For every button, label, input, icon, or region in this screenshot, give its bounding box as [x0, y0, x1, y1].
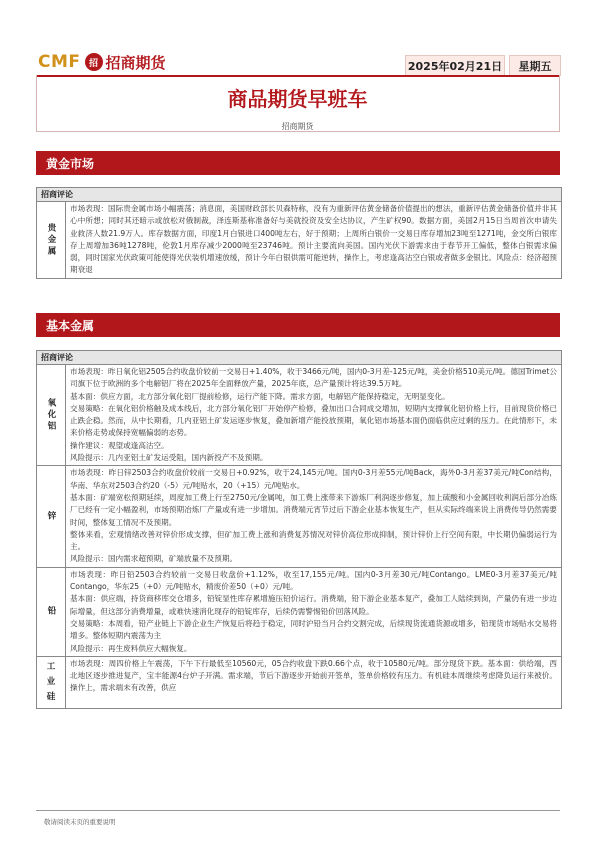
paragraph: 操作建议：观望或逢高沽空。 — [70, 440, 169, 450]
base-metals-comment-table — [36, 350, 562, 709]
row-label: 贵金属 — [37, 202, 66, 278]
footer-disclaimer: 敬请阅读末页的重要说明 — [44, 818, 116, 826]
report-weekday: 星期五 — [509, 55, 561, 76]
logo-company-name: 招商期货 — [105, 53, 166, 72]
paragraph: 基本面：矿端宽松预期延续，周度加工费上行至2750元/金属吨，加工费上涨带来下游炼厂利润逐步修复，加上硫酸和小金属回收利润后部分冶炼厂已经有一定小幅盈利，市场预期冶炼厂产量或有进一步增加。消费端元宵节过后下游企业基本恢复生产，但从实际终端来说上消费传导仍然需要时间，整体复工情况不及预期。 — [70, 492, 557, 527]
paragraph: 市场表现：国际贵金属市场小幅震荡；消息面，美国财政部长贝森特称，没有为重新评估黄金储备价值提出的想法，重新评估黄金储备价值并非其心中所想；同时其还暗示或放松对俄制裁，泽连斯基称准备好与美就投资及安全达协议，产生矿权90。数据方面，美国2月15日当周首次申请失业救济人数21.9万人。库存数据方面，印度1月白银进口400吨左右，好于预期；上周所白银价一交易日库存增加23吨至1271吨，金交所白银库存上周增加36吨1278吨，伦敦1月库存减少2000吨至23746吨。预计主要流向美国。国内光伏下游需求由于春节开工偏低，整体白银需求偏弱，同时国家光伏政策可能使得光伏装机增速放缓，预计今年白银供需可能逆转，操作上，考虑逢高沽空白银或者做多金银比。风险点：经济超预期衰退 — [70, 204, 557, 275]
paragraph: 风险提示：国内需求超预期，矿端放量不及预期。 — [70, 554, 238, 564]
row-label: 铅 — [37, 568, 66, 656]
paragraph: 市场表现：昨日氧化铝2505合约收盘价较前一交易日+1.40%，收于3466元/吨，国内0-3月差-125元/吨，美金价格510美元/吨。德国Trimet公司旗下位于欧洲的多个电解铝厂将在2025年全面释放产量，2025年底，总产量预计将达39.5万吨。 — [70, 367, 557, 389]
page-subtitle: 招商期货 — [281, 122, 314, 131]
section-bar-base-metals — [36, 313, 560, 337]
table-header: 招商评论 — [37, 351, 561, 365]
report-date: 2025年02月21日 — [405, 55, 505, 76]
row-content — [66, 466, 561, 566]
paragraph: 市场表现：周四价格上午震荡，下午下行最低至10560元，05合约收盘下跌0.66个点，收于10580元/吨。部分现货下跌。基本面：供给端，西北地区逐步推进复产，宝丰能源4台炉子开满。需求端，节后下游逐步开始前开签单，签单价格较有压力。有机硅本周继续考虑降负运行来被价。操作上，需求端未有改善，供应 — [70, 658, 557, 693]
row-content — [66, 657, 561, 708]
table-row-zinc — [37, 466, 561, 567]
paragraph: 风险提示：几内亚铝土矿发运受阻，国内新投产不及预期。 — [70, 453, 268, 463]
row-content — [66, 365, 561, 465]
paragraph: 整体来看，宏观情绪改善对锌价形成支撑，但矿加工费上涨和消费复苏情况对锌价高位形成抑制，预计锌价上行空间有限，中长期仍偏弱运行为主。 — [70, 529, 557, 552]
paragraph: 交易策略：本周看，铅产业链上下游企业生产恢复后将趋于稳定，同时沪铅当月合约交割完成，后续现货流通货源或增多，铅现货市场贴水交易将增多。整体短期内震荡为主 — [70, 618, 557, 641]
section-title-base-metals: 基本金属 — [46, 319, 95, 333]
footer-divider — [36, 810, 560, 811]
paragraph: 交易策略：在氧化铝价格触及成本线后，北方部分氧化铝厂开始停产检修，叠加出口合同成交增加，短期内支撑氧化铝价格上行，目前现货价格已止跌企稳。然而，从中长期看，几内亚铝土矿发运逐步恢复，叠加新增产能投放预期，氧化铝市场基本面仍面临供应过剩的压力。在此情形下，未来价格走势或保持宽幅偏弱的态势。 — [70, 403, 557, 438]
table-row-precious-metals — [37, 202, 561, 278]
row-label: 工业硅 — [37, 657, 66, 708]
logo-cmf-text: CMF — [38, 52, 81, 72]
paragraph: 市场表现：昨日锌2503合约收盘价较前一交易日+0.92%，收于24,145元/吨。国内0-3月差55元/吨Back，海外0-3月差37美元/吨Con结构，华南、华东对2503合约20（-5）元/吨贴水，20（+15）元/吨贴水。 — [70, 468, 557, 490]
table-header: 招商评论 — [37, 188, 561, 202]
table-row-industrial-silicon — [37, 657, 561, 708]
section-bar-gold — [36, 151, 560, 175]
logo-emblem-icon: 招 — [85, 53, 103, 71]
gold-comment-table — [36, 187, 562, 279]
paragraph: 基本面：供应方面，北方部分氧化铝厂提前检修，运行产能下降。需求方面，电解铝产能保持稳定，无明显变化。 — [70, 391, 450, 401]
paragraph: 市场表现：昨日铅2503合约较前一交易日收盘价+1.12%，收至17,155元/吨。国内0-3月差30元/吨Contango。LME0-3月差37美元/吨Contango，华东25（+0）元/吨贴水，精废价差50（+0）元/吨。 — [70, 569, 557, 592]
paragraph: 风险提示：再生废料供应大幅恢复。 — [70, 643, 192, 653]
row-label: 锌 — [37, 466, 66, 566]
page-title: 商品期货早班车 — [227, 87, 368, 111]
section-title-gold: 黄金市场 — [46, 157, 95, 171]
row-content — [66, 202, 561, 278]
table-row-alumina — [37, 365, 561, 466]
row-content — [66, 568, 561, 656]
row-label: 氧化铝 — [37, 365, 66, 465]
company-logo — [38, 50, 166, 74]
table-row-lead — [37, 568, 561, 657]
paragraph: 基本面：供应端，持货商移库交仓增多，铅锭显性库存累增施压铅价运行。消费端，铅下游企业基本复产，叠加工人陆续到岗，产量仍有进一步边际增量，但这部分消费增量，或难快速消化现存的铅锭库存，后续仍需警惕铅价回落风险。 — [70, 594, 557, 616]
